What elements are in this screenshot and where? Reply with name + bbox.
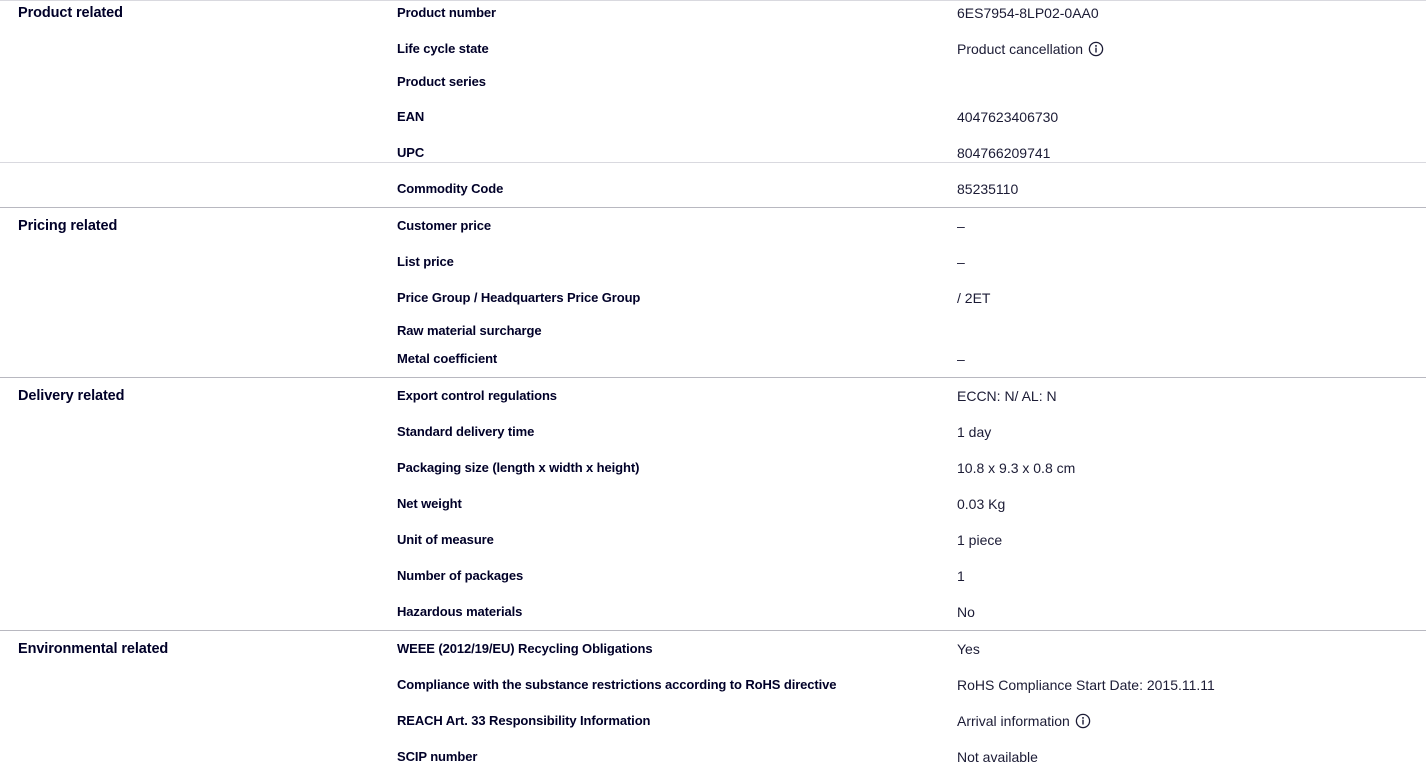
row-label-product-number: Product number [397, 5, 496, 20]
value-text: 1 day [957, 424, 992, 440]
section-divider [0, 207, 1426, 208]
row-label-number-of-packages: Number of packages [397, 568, 524, 583]
row-value-net-weight [957, 495, 1005, 513]
row-label-life-cycle-state: Life cycle state [397, 41, 489, 56]
value-text: 0.03 Kg [957, 496, 1006, 512]
value-text: 4047623406730 [957, 109, 1059, 125]
row-value-number-of-packages [957, 567, 965, 585]
row-label-export-control: Export control regulations [397, 388, 557, 403]
row-value-ean [957, 108, 1058, 126]
value-text: Yes [957, 641, 980, 657]
row-label-net-weight: Net weight [397, 496, 462, 511]
row-value-upc [957, 144, 1050, 162]
row-label-commodity-code: Commodity Code [397, 181, 504, 196]
section-divider [0, 630, 1426, 631]
section-divider [0, 377, 1426, 378]
value-text: 1 piece [957, 532, 1003, 548]
row-value-price-group [957, 289, 990, 307]
row-value-commodity-code [957, 180, 1018, 198]
row-value-list-price [957, 253, 965, 271]
value-text: 804766209741 [957, 145, 1051, 161]
row-label-unit-of-measure: Unit of measure [397, 532, 494, 547]
value-text: 6ES7954-8LP02-0AA0 [957, 5, 1099, 21]
info-icon[interactable] [1088, 41, 1104, 57]
row-label-upc: UPC [397, 145, 425, 160]
value-text: No [957, 604, 975, 620]
row-label-ean: EAN [397, 109, 425, 124]
value-text: – [957, 351, 965, 367]
row-value-packaging-size [957, 459, 1075, 477]
row-value-life-cycle-state [957, 40, 1104, 58]
value-text: 10.8 x 9.3 x 0.8 cm [957, 460, 1076, 476]
row-label-hazardous-materials: Hazardous materials [397, 604, 523, 619]
row-label-list-price: List price [397, 254, 454, 269]
row-value-export-control [957, 387, 1057, 405]
row-label-packaging-size: Packaging size (length x width x height) [397, 460, 640, 475]
divider [0, 0, 1426, 1]
value-text: Arrival information [957, 713, 1070, 729]
row-label-product-series: Product series [397, 74, 486, 89]
value-text: 1 [957, 568, 965, 584]
row-label-reach: REACH Art. 33 Responsibility Information [397, 713, 651, 728]
value-text: Not available [957, 749, 1038, 765]
row-value-product-number [957, 4, 1099, 22]
divider [0, 162, 1426, 163]
row-value-hazardous-materials [957, 603, 975, 621]
info-icon[interactable] [1075, 713, 1091, 729]
value-text: 85235110 [957, 181, 1019, 197]
row-value-unit-of-measure [957, 531, 1002, 549]
row-value-reach [957, 712, 1091, 730]
section-title-pricing-related: Pricing related [18, 218, 118, 234]
row-label-raw-material-surcharge: Raw material surcharge [397, 323, 542, 338]
section-title-environmental-related: Environmental related [18, 641, 169, 657]
value-text: – [957, 218, 965, 234]
value-text: Product cancellation [957, 41, 1084, 57]
row-label-rohs: Compliance with the substance restrictions according to RoHS directive [397, 677, 837, 692]
row-label-metal-coefficient: Metal coefficient [397, 351, 498, 366]
row-value-rohs [957, 676, 1215, 694]
value-text: RoHS Compliance Start Date: 2015.11.11 [957, 677, 1215, 693]
row-value-scip-number [957, 748, 1038, 766]
row-label-customer-price: Customer price [397, 218, 491, 233]
row-value-standard-delivery-time [957, 423, 991, 441]
row-value-customer-price [957, 217, 965, 235]
row-value-metal-coefficient [957, 350, 965, 368]
row-value-weee [957, 640, 980, 658]
row-label-standard-delivery-time: Standard delivery time [397, 424, 535, 439]
value-text: ECCN: N/ AL: N [957, 388, 1057, 404]
section-title-delivery-related: Delivery related [18, 388, 125, 404]
row-label-price-group: Price Group / Headquarters Price Group [397, 290, 641, 305]
row-label-weee: WEEE (2012/19/EU) Recycling Obligations [397, 641, 653, 656]
value-text: / 2ET [957, 290, 991, 306]
row-label-scip-number: SCIP number [397, 749, 478, 764]
value-text: – [957, 254, 965, 270]
section-title-product-related: Product related [18, 5, 123, 21]
